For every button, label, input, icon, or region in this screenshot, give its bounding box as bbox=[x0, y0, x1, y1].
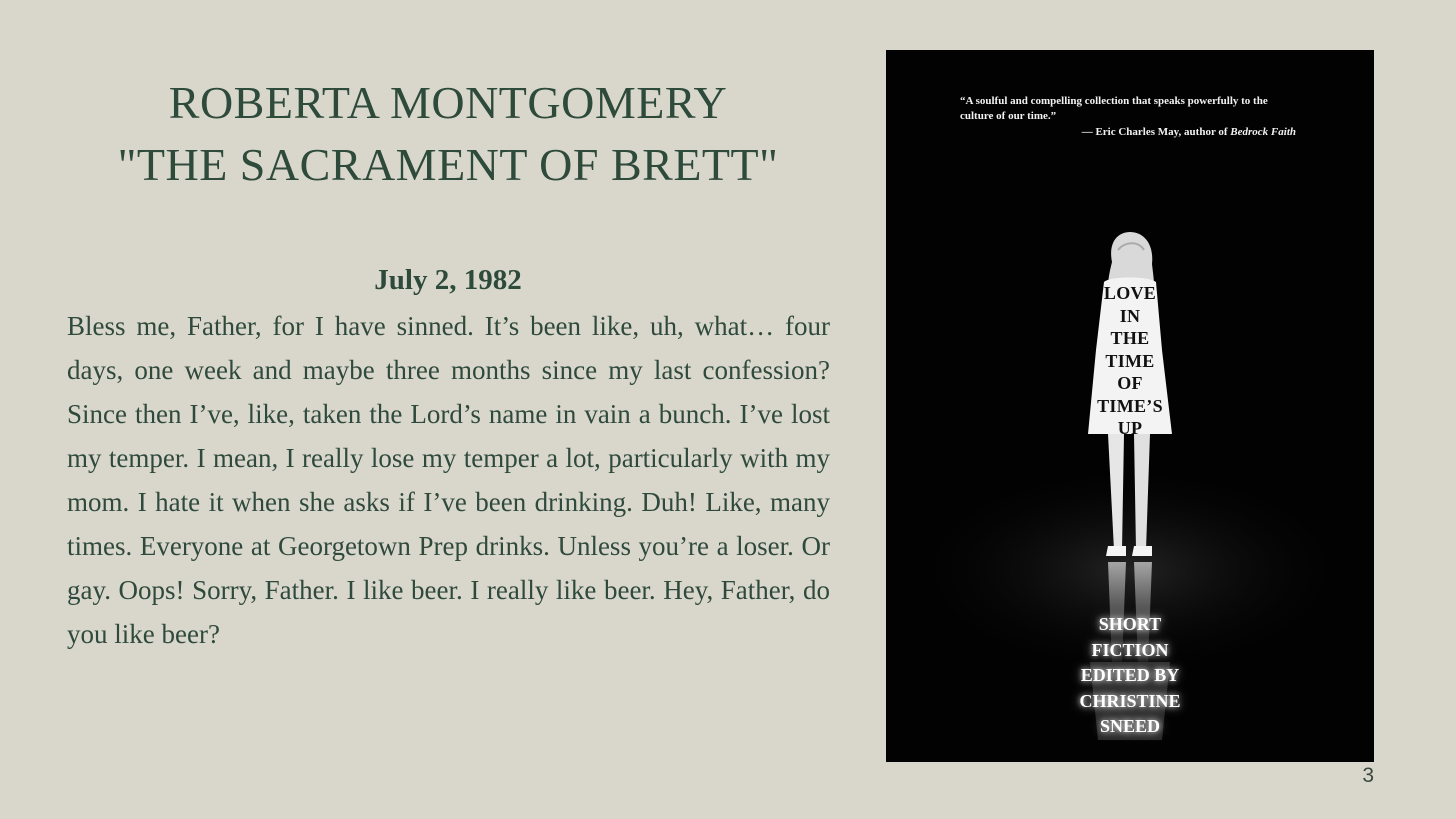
cover-subtitle-line: CHRISTINE bbox=[1079, 690, 1181, 711]
cover-title-line: TIME’S bbox=[1097, 395, 1163, 416]
cover-title-line: THE bbox=[1110, 328, 1150, 348]
story-title: "THE SACRAMENT OF BRETT" bbox=[117, 139, 779, 190]
cover-title-line: LOVE bbox=[1103, 283, 1157, 303]
cover-blurb-attribution bbox=[960, 126, 1296, 138]
cover-title-line: IN bbox=[1119, 305, 1141, 326]
cover-blurb: “A soulful and compelling collection that speaks powerfully to the culture of our time.” bbox=[960, 95, 1268, 122]
author-name: ROBERTA MONTGOMERY bbox=[168, 77, 728, 128]
story-excerpt: Bless me, Father, for I have sinned. It’s been like, uh, what… four days, one week and maybe three months since my last confession? Since then I’ve, like, taken the Lord’s name in vain a bunch. I’ve lost my temper. I mean, I really lose my temper a lot, particularly with my mom. I hate it when she asks if I’ve been drinking. Duh! Like, many times. Everyone at Georgetown Prep drinks. Unless you’re a loser. Or gay. Oops! Sorry, Father. I like beer. I really like beer. Hey, Father, do you like beer? bbox=[67, 311, 830, 649]
story-date: July 2, 1982 bbox=[374, 264, 522, 296]
slide-title bbox=[66, 72, 830, 196]
attribution-prefix: — Eric Charles May, author of bbox=[1081, 126, 1231, 138]
cover-subtitle-line: SNEED bbox=[1099, 716, 1161, 736]
cover-subtitle-line: FICTION bbox=[1091, 639, 1169, 660]
cover-title-line: UP bbox=[1117, 418, 1143, 438]
cover-subtitle-line: EDITED BY bbox=[1080, 665, 1180, 685]
cover-title-line: OF bbox=[1117, 373, 1143, 393]
book-cover-image bbox=[886, 50, 1374, 762]
cover-subtitle-line: SHORT bbox=[1098, 614, 1162, 634]
cover-subtitle bbox=[1050, 612, 1210, 740]
cover-book-title bbox=[1080, 282, 1180, 440]
page-number: 3 bbox=[1362, 764, 1374, 787]
cover-title-line: TIME bbox=[1105, 350, 1155, 371]
attribution-book-title: Bedrock Faith bbox=[1230, 126, 1296, 138]
